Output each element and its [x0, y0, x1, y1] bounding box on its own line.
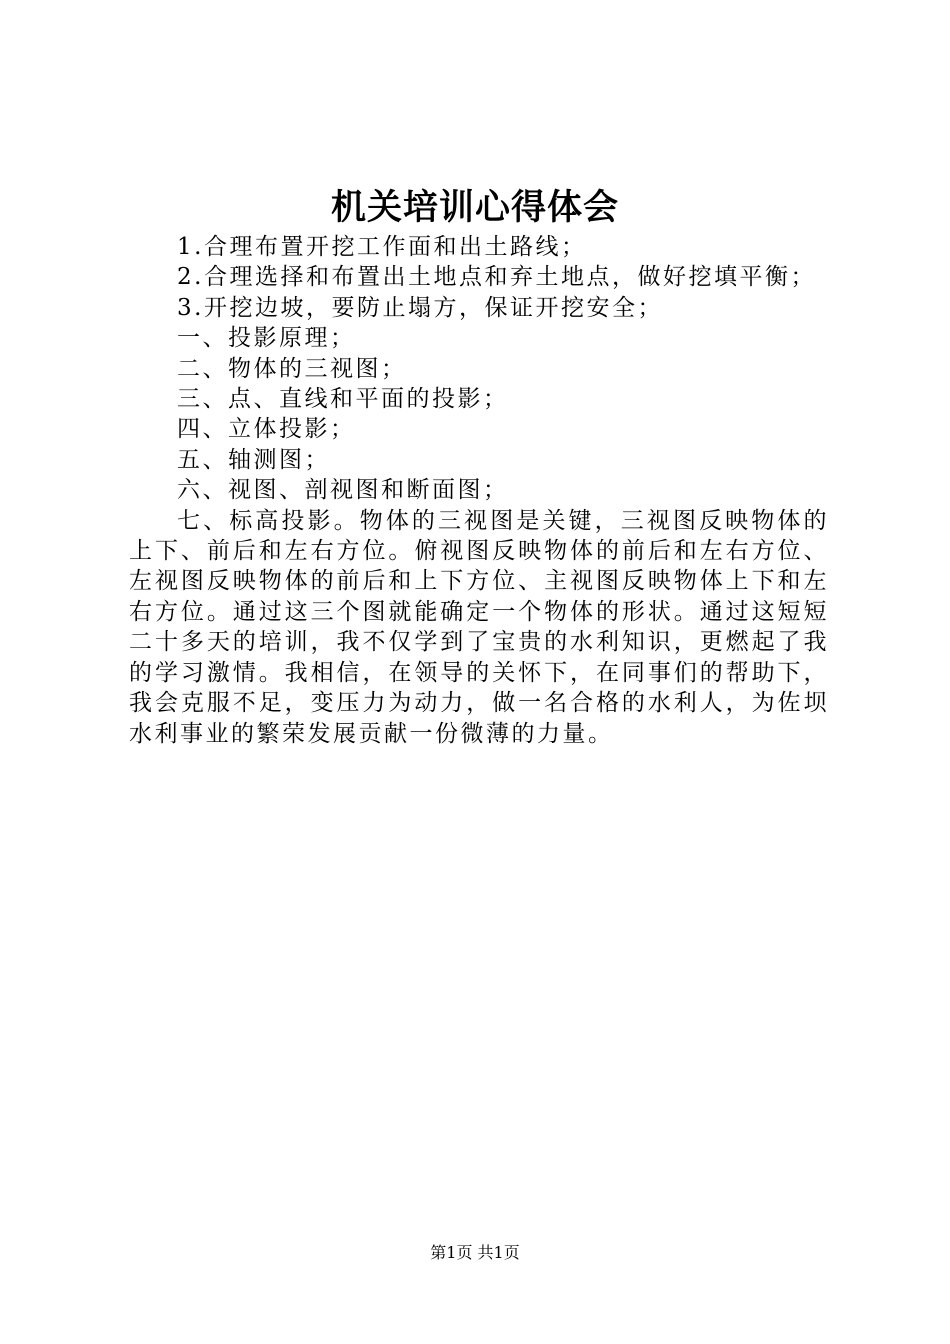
list-item: 2.合理选择和布置出土地点和弃土地点，做好挖填平衡；	[177, 264, 816, 291]
list-item: 四、立体投影；	[177, 416, 356, 443]
body-paragraph: 七、标高投影。物体的三视图是关键，三视图反映物体的上下、前后和左右方位。俯视图反映物体的前后和左右方位、左视图反映物体的前后和上下方位、主视图反映物体上下和左右方位。通过这三个图就能确定一个物体的形状。通过这短短二十多天的培训，我不仅学到了宝贵的水利知识，更燃起了我的学习激情。我相信，在领导的关怀下，在同事们的帮助下，我会克服不足，变压力为动力，做一名合格的水利人，为佐坝水利事业的繁荣发展贡献一份微薄的力量。	[129, 507, 829, 747]
list-item: 三、点、直线和平面的投影；	[177, 386, 509, 413]
list-item: 3.开挖边坡，要防止塌方，保证开挖安全；	[177, 294, 663, 321]
list-item: 一、投影原理；	[177, 325, 356, 352]
document-body	[129, 232, 829, 749]
page-footer: 第1页 共1页	[430, 1243, 520, 1262]
document-title: 机关培训心得体会	[330, 187, 619, 228]
list-item: 六、视图、剖视图和断面图；	[177, 477, 509, 504]
list-item: 二、物体的三视图；	[177, 355, 407, 382]
list-item: 1.合理布置开挖工作面和出土路线；	[177, 234, 587, 260]
list-item: 五、轴测图；	[177, 446, 330, 473]
